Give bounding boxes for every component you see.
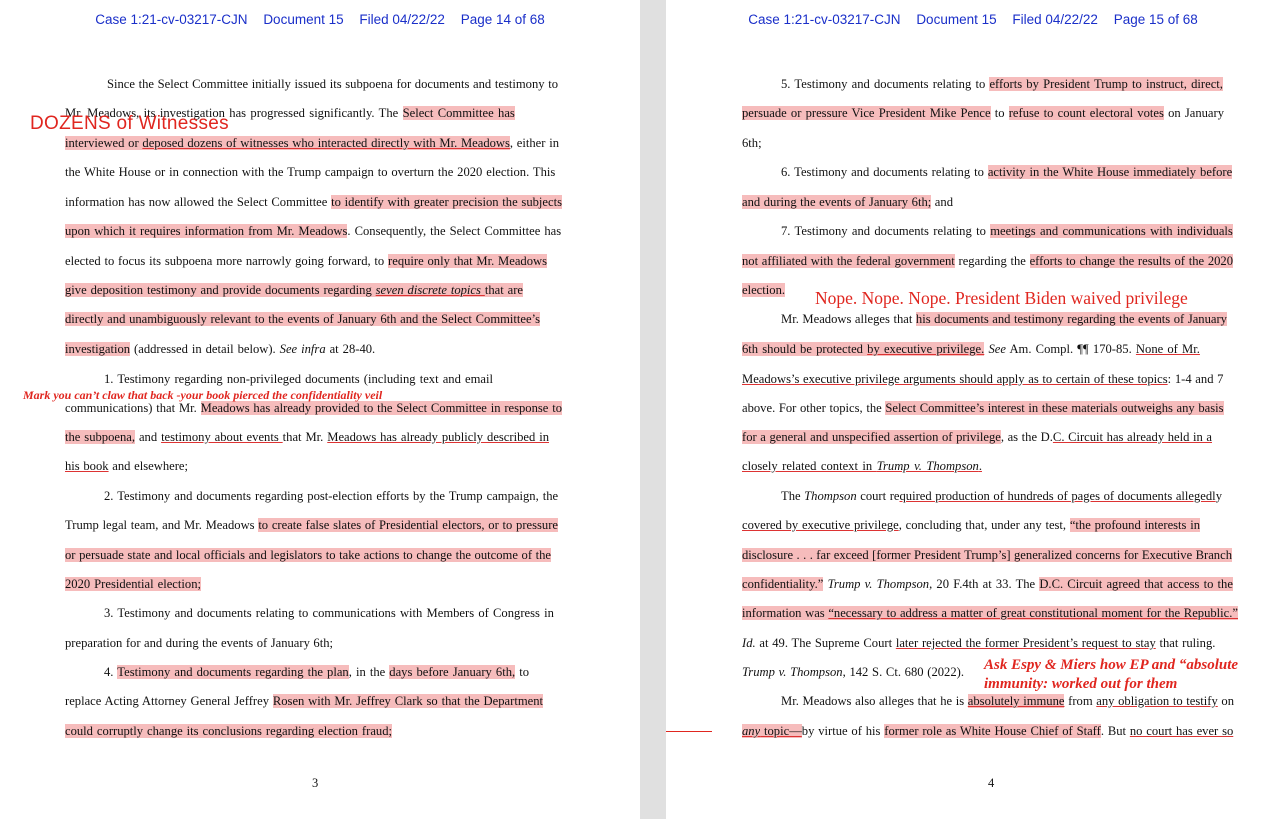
text-run: Trump legal team, and Mr. Meadows bbox=[65, 518, 259, 532]
highlighted-text: meetings and communications with individuals bbox=[990, 224, 1233, 238]
text-line bbox=[65, 547, 551, 563]
annotation-dozens: DOZENS of Witnesses bbox=[30, 113, 229, 134]
text-line bbox=[742, 105, 1224, 121]
text-run: , 142 S. Ct. 680 (2022). bbox=[842, 665, 964, 679]
highlighted-text: deposed dozens of witnesses who interacted directly with Mr. Meadows bbox=[142, 136, 510, 150]
highlighted-text: refuse to count electoral votes bbox=[1008, 106, 1164, 120]
underlined-text: None of Mr. bbox=[1135, 342, 1200, 356]
underlined-text: closely related context in bbox=[742, 459, 877, 473]
text-run: Mr. Meadows, its investigation has progressed significantly. The bbox=[65, 106, 403, 120]
text-line bbox=[104, 371, 493, 387]
text-run: Since the Select Committee initially issued its subpoena for documents and testimony to bbox=[107, 77, 558, 91]
page-count: Page 14 of 68 bbox=[460, 12, 545, 27]
highlighted-text: any bbox=[742, 724, 761, 738]
text-line bbox=[104, 488, 558, 504]
underlined-text: testimony about events bbox=[161, 430, 283, 444]
text-run: above. For other topics, the bbox=[742, 401, 886, 415]
text-run: 6th; bbox=[742, 136, 762, 150]
text-run: Id. bbox=[742, 636, 756, 650]
text-line bbox=[781, 693, 1234, 709]
text-line bbox=[65, 194, 562, 210]
underlined-text: . bbox=[978, 459, 982, 473]
underlined-text: quired production of hundreds of pages of documents allegedl bbox=[899, 489, 1216, 503]
text-line bbox=[65, 635, 333, 651]
highlighted-text: directly and unambiguously relevant to the events of January 6th and the Select Committee’s bbox=[65, 312, 540, 326]
page-count: Page 15 of 68 bbox=[1113, 12, 1198, 27]
text-run: that Mr. bbox=[282, 430, 328, 444]
text-run: on bbox=[1217, 694, 1234, 708]
highlighted-text: investigation bbox=[65, 342, 131, 356]
text-line bbox=[742, 371, 1223, 387]
text-run: , 20 F.4th at 33. The bbox=[929, 577, 1040, 591]
filed-date: Filed 04/22/22 bbox=[1012, 12, 1098, 27]
highlighted-text: former role as White House Chief of Staff bbox=[884, 724, 1101, 738]
underlined-text: covered by executive privilege bbox=[742, 518, 899, 532]
annotation-mark: Mark you can’t claw that back -your book pierced the confidentiality veil bbox=[23, 388, 383, 402]
text-run: : 1-4 and 7 bbox=[1167, 372, 1224, 386]
text-run: See bbox=[988, 342, 1006, 356]
highlighted-text: not affiliated with the federal government bbox=[742, 254, 955, 268]
highlighted-text: disclosure . . . far exceed [former President Trump’s] generalized concerns for Executive Branch bbox=[742, 548, 1232, 562]
text-run: by virtue of his bbox=[801, 724, 885, 738]
text-line bbox=[65, 253, 547, 269]
underlined-text: Meadows has already publicly described in bbox=[327, 430, 549, 444]
text-run: 2. Testimony and documents regarding post-election efforts by the Trump campaign, the bbox=[104, 489, 559, 503]
case-number: Case 1:21-cv-03217-CJN bbox=[748, 12, 901, 27]
text-line bbox=[65, 311, 540, 327]
text-line bbox=[65, 223, 561, 239]
underlined-text: his book bbox=[65, 459, 109, 473]
text-line bbox=[781, 311, 1227, 327]
text-line bbox=[65, 576, 201, 592]
text-line bbox=[742, 664, 964, 680]
underlined-text: no court has ever so bbox=[1129, 724, 1234, 738]
highlighted-text: his documents and testimony regarding the events of January bbox=[915, 312, 1227, 326]
text-line bbox=[104, 664, 529, 680]
page-number: 3 bbox=[312, 776, 319, 790]
text-run: to bbox=[990, 106, 1009, 120]
text-run: the White House or in connection with the Trump campaign to overturn the 2020 election. This bbox=[65, 165, 556, 179]
highlighted-text: seven discrete topics bbox=[375, 283, 485, 297]
text-run: 7. Testimony and documents relating to bbox=[781, 224, 991, 238]
annotation-espy-line2: immunity: worked out for them bbox=[984, 676, 1178, 692]
text-run: 5. Testimony and documents relating to bbox=[781, 77, 990, 91]
text-run: , concluding that, under any test, bbox=[898, 518, 1070, 532]
text-run: 4. bbox=[104, 665, 118, 679]
highlighted-text: information was bbox=[742, 606, 829, 620]
text-run: and elsewhere; bbox=[108, 459, 188, 473]
text-run: information has now allowed the Select Committee bbox=[65, 195, 332, 209]
highlighted-text: “necessary to address a matter of great constitutional moment for the Republic.” bbox=[828, 606, 1238, 620]
annotation-espy-line1: Ask Espy & Miers how EP and “absolute bbox=[984, 657, 1239, 673]
highlighted-text: interviewed or bbox=[65, 136, 143, 150]
text-run: , either in bbox=[509, 136, 559, 150]
case-number: Case 1:21-cv-03217-CJN bbox=[95, 12, 248, 27]
underlined-text: later rejected the former President’s request to stay bbox=[895, 636, 1156, 650]
highlighted-text: upon which it requires information from Mr. Meadows bbox=[65, 224, 348, 238]
filed-date: Filed 04/22/22 bbox=[359, 12, 445, 27]
text-run: 3. Testimony and documents relating to communications with Members of Congress in bbox=[104, 606, 554, 620]
text-line bbox=[742, 429, 1212, 445]
highlighted-text: Testimony and documents regarding the plan bbox=[117, 665, 349, 679]
highlighted-text: to create false slates of Presidential electors, or to pressure bbox=[258, 518, 558, 532]
text-line bbox=[742, 400, 1224, 416]
text-run: , as the D. bbox=[1000, 430, 1053, 444]
highlighted-text: election. bbox=[742, 283, 786, 297]
text-line bbox=[104, 605, 554, 621]
text-line bbox=[65, 282, 523, 298]
text-run: Thompson bbox=[804, 489, 857, 503]
text-line bbox=[742, 253, 1233, 269]
text-run: y bbox=[1215, 489, 1222, 503]
highlighted-text: confidentiality.” bbox=[742, 577, 824, 591]
text-line bbox=[65, 458, 188, 474]
text-line bbox=[107, 76, 558, 92]
underlined-text: C. Circuit has already held in a bbox=[1052, 430, 1212, 444]
text-line bbox=[742, 576, 1233, 592]
text-line bbox=[742, 282, 785, 298]
highlighted-text: activity in the White House immediately before bbox=[987, 165, 1233, 179]
highlighted-text: efforts by President Trump to instruct, direct, bbox=[989, 77, 1223, 91]
page-header bbox=[0, 12, 640, 27]
text-run: elected to focus its subpoena more narrowly going forward, to bbox=[65, 254, 389, 268]
document-page-right bbox=[666, 0, 1280, 819]
text-run: at 28-40. bbox=[325, 342, 376, 356]
text-run: court re bbox=[856, 489, 900, 503]
text-run: , in the bbox=[348, 665, 390, 679]
annotation-nope: Nope. Nope. Nope. President Biden waived privilege bbox=[815, 288, 1188, 308]
highlighted-text: require only that Mr. Meadows bbox=[388, 254, 547, 268]
highlighted-text: and during the events of January 6th; bbox=[742, 195, 932, 209]
highlighted-text: absolutely immune bbox=[967, 694, 1065, 708]
text-line bbox=[742, 635, 1215, 651]
text-run: regarding the bbox=[954, 254, 1030, 268]
highlighted-text: D.C. Circuit agreed that access to the bbox=[1039, 577, 1233, 591]
highlighted-text: “the profound interests in bbox=[1069, 518, 1200, 532]
text-run: Trump v. Thompson bbox=[827, 577, 930, 591]
text-run: that ruling. bbox=[1155, 636, 1216, 650]
highlighted-text: efforts to change the results of the 2020 bbox=[1029, 254, 1234, 268]
text-line bbox=[742, 135, 762, 151]
text-line bbox=[65, 723, 392, 739]
text-line bbox=[781, 488, 1222, 504]
text-line bbox=[781, 164, 1232, 180]
page-header bbox=[666, 12, 1280, 27]
text-run: See infra bbox=[279, 342, 326, 356]
text-run: to bbox=[515, 665, 530, 679]
text-run: communications) that Mr. bbox=[65, 401, 201, 415]
highlighted-text: Rosen with Mr. Jeffrey Clark so that the Department bbox=[272, 694, 543, 708]
highlighted-text: could corruptly change its conclusions regarding election fraud; bbox=[65, 724, 392, 738]
margin-red-line bbox=[666, 731, 712, 732]
text-run: on January bbox=[1163, 106, 1224, 120]
text-line bbox=[742, 605, 1238, 621]
highlighted-text: to identify with greater precision the subjects bbox=[331, 195, 562, 209]
highlighted-text: that are bbox=[484, 283, 523, 297]
highlighted-text: 2020 Presidential election; bbox=[65, 577, 201, 591]
text-run: and bbox=[931, 195, 953, 209]
text-line bbox=[781, 223, 1233, 239]
highlighted-text: persuade or pressure Vice President Mike Pence bbox=[742, 106, 991, 120]
underlined-text: any obligation to testify bbox=[1096, 694, 1218, 708]
text-line bbox=[65, 429, 549, 445]
text-run: (addressed in detail below). bbox=[130, 342, 280, 356]
document-number: Document 15 bbox=[263, 12, 344, 27]
text-run: Am. Compl. ¶¶ 170-85. bbox=[1005, 342, 1136, 356]
text-run: Trump v. Thompson bbox=[742, 665, 843, 679]
text-line bbox=[65, 135, 559, 151]
text-line bbox=[65, 693, 543, 709]
text-line bbox=[742, 341, 1200, 357]
text-line bbox=[742, 547, 1232, 563]
highlighted-text: by executive privilege. bbox=[867, 342, 985, 356]
text-run: . But bbox=[1100, 724, 1130, 738]
highlighted-text: the subpoena, bbox=[65, 430, 136, 444]
text-run: 6. Testimony and documents relating to bbox=[781, 165, 988, 179]
text-run: The bbox=[781, 489, 805, 503]
document-number: Document 15 bbox=[916, 12, 997, 27]
text-run: preparation for and during the events of January 6th; bbox=[65, 636, 333, 650]
text-line bbox=[65, 517, 558, 533]
text-run: 1. Testimony regarding non-privileged documents (including text and email bbox=[104, 372, 494, 386]
text-line bbox=[65, 341, 375, 357]
text-run: at 49. The Supreme Court bbox=[755, 636, 896, 650]
highlighted-text: 6th should be protected bbox=[742, 342, 868, 356]
highlighted-text: Meadows has already provided to the Select Committee in response to bbox=[200, 401, 562, 415]
text-run: Mr. Meadows alleges that bbox=[781, 312, 916, 326]
text-line bbox=[742, 517, 1200, 533]
highlighted-text: give deposition testimony and provide documents regarding bbox=[65, 283, 376, 297]
text-line bbox=[742, 458, 982, 474]
text-run: . Consequently, the Select Committee has bbox=[347, 224, 562, 238]
text-run: from bbox=[1064, 694, 1097, 708]
highlighted-text: or persuade state and local officials and legislators to take actions to change the outcome of the bbox=[65, 548, 551, 562]
highlighted-text: Select Committee’s interest in these materials outweighs any basis bbox=[885, 401, 1224, 415]
text-line bbox=[65, 164, 555, 180]
text-line bbox=[742, 723, 1233, 739]
text-line bbox=[742, 194, 953, 210]
text-run: and bbox=[135, 430, 162, 444]
underlined-text: Meadows’s executive privilege arguments should apply as to certain of these topics bbox=[742, 372, 1168, 386]
text-run: replace Acting Attorney General Jeffrey bbox=[65, 694, 273, 708]
highlighted-text: for a general and unspecified assertion of privilege bbox=[742, 430, 1001, 444]
page-number: 4 bbox=[988, 776, 995, 790]
text-line bbox=[781, 76, 1223, 92]
highlighted-text: topic— bbox=[760, 724, 802, 738]
highlighted-text: Select Committee has bbox=[402, 106, 515, 120]
text-run: Mr. Meadows also alleges that he is bbox=[781, 694, 968, 708]
highlighted-text: days before January 6th, bbox=[389, 665, 516, 679]
underlined-text: Trump v. Thompson bbox=[876, 459, 979, 473]
